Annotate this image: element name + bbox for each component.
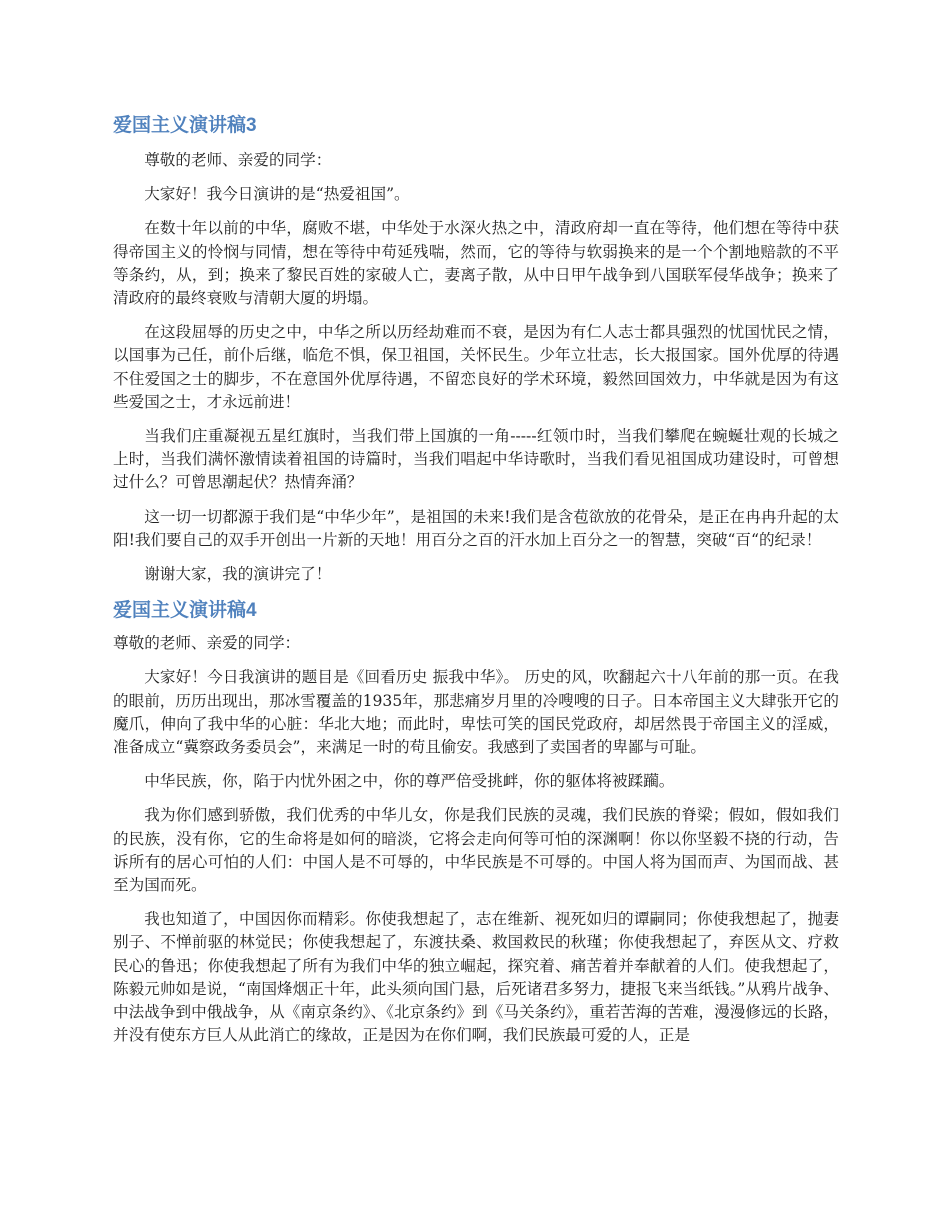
paragraph-3-3: 在这段屈辱的历史之中，中华之所以历经劫难而不衰，是因为有仁人志士都具强烈的忧国忧民之情，以国事为己任，前仆后继，临危不惧，保卫祖国，关怀民生。少年立壮志，长大报国家。国外优厚的待遇不住爱国之士的脚步，不在意国外优厚待遇，不留恋良好的学术环境，毅然回国效力，中华就是因为有这些爱国之士，才永远前进！ — [113, 323, 839, 411]
paragraph-3-1: 大家好！我今日演讲的是“热爱祖国”。 — [144, 185, 410, 204]
section-heading-4: 爱国主义演讲稿4 — [113, 600, 257, 622]
paragraph-4-3: 我为你们感到骄傲，我们优秀的中华儿女，你是我们民族的灵魂，我们民族的脊梁；假如，假如我们的民族，没有你，它的生命将是如何的暗淡，它将会走向何等可怕的深渊啊！你以你坚毅不挠的行动，告诉所有的居心可怕的人们：中国人是不可辱的，中华民族是不可辱的。中国人将为国而声、为国而战、甚至为国而死。 — [113, 806, 839, 895]
paragraph-4-4: 我也知道了，中国因你而精彩。你使我想起了，志在维新、视死如归的谭嗣同；你使我想起了，抛妻别子、不惮前驱的林觉民；你使我想起了，东渡扶桑、救国救民的秋瑾；你使我想起了，弃医从文、疗救民心的鲁迅；你使我想起了所有为我们中华的独立崛起，探究着、痛苦着并奉献着的人们。使我想起了，陈毅元帅如是说，“南国烽烟正十年，此头须向国门悬，后死诸君多努力，捷报飞来当纸钱。”从鸦片战争、中法战争到中俄战争，从《南京条约》、《北京条约》到《马关条约》，重若苦海的苦难，漫漫修远的长路，并没有使东方巨人从此消亡的缘故，正是因为在你们啊，我们民族最可爱的人，正是 — [113, 910, 839, 1045]
paragraph-3-4: 当我们庄重凝视五星红旗时，当我们带上国旗的一角-----红领巾时，当我们攀爬在蜿蜒壮观的长城之上时，当我们满怀激情读着祖国的诗篇时，当我们唱起中华诗歌时，当我们看见祖国成功建设时，可曾想过什么？可曾思潮起伏？热情奔涌？ — [113, 427, 839, 492]
document-body — [113, 112, 839, 1059]
section-heading-3: 爱国主义演讲稿3 — [113, 115, 257, 136]
salutation-3: 尊敬的老师、亲爱的同学： — [144, 151, 332, 169]
paragraph-4-2: 中华民族，你，陷于内忧外困之中，你的尊严倍受挑衅，你的躯体将被蹂躏。 — [144, 772, 675, 791]
paragraph-4-1: 大家好！今日我演讲的题目是《回看历史 振我中华》。 历史的风，吹翻起六十八年前的那一页。在我的眼前，历历出现出，那冰雪覆盖的1935年，那悲痛岁月里的冷嗖嗖的日子。日本帝国主义大肆张开它的魔爪，伸向了我中华的心脏：华北大地；而此时，卑怯可笑的国民党政府，却居然畏于帝国主义的淫威，准备成立“冀察政务委员会”，来满足一时的苟且偷安。我感到了卖国者的卑鄙与可耻。 — [113, 668, 839, 757]
paragraph-3-5: 这一切一切都源于我们是“中华少年”，是祖国的未来!我们是含苞欲放的花骨朵，是正在冉冉升起的太阳!我们要自己的双手开创出一片新的天地！用百分之百的汗水加上百分之一的智慧，突破“百“的纪录！ — [113, 507, 839, 549]
salutation-4: 尊敬的老师、亲爱的同学： — [113, 634, 301, 653]
paragraph-3-2: 在数十年以前的中华，腐败不堪，中华处于水深火热之中，清政府却一直在等待，他们想在等待中获得帝国主义的怜悯与同情，想在等待中苟延残喘，然而，它的等待与软弱换来的是一个个割地赔款的不平等条约，从，到；换来了黎民百姓的家破人亡，妻离子散，从中日甲午战争到八国联军侵华战争；换来了清政府的最终衰败与清朝大厦的坍塌。 — [113, 219, 839, 308]
paragraph-3-6: 谢谢大家，我的演讲完了！ — [144, 565, 332, 584]
